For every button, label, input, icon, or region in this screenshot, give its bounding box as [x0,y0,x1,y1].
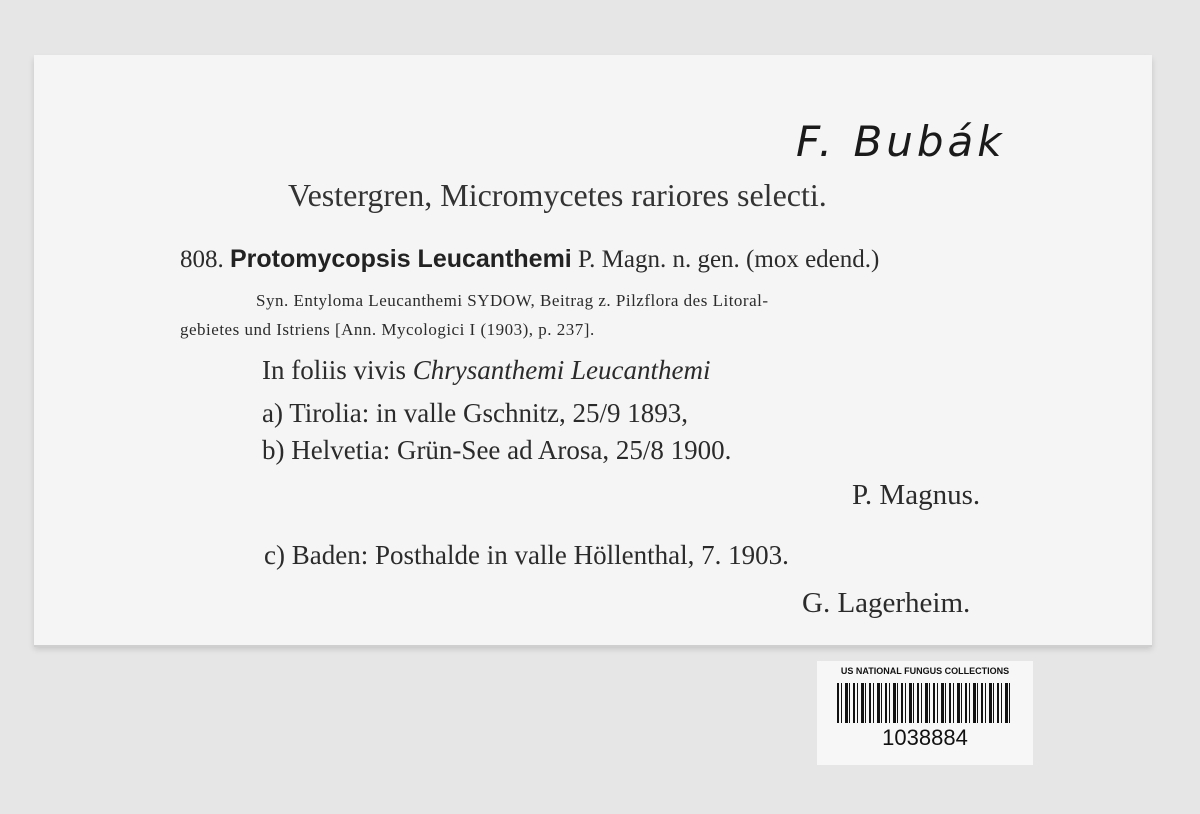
locality-b: b) Helvetia: Grün-See ad Arosa, 25/8 1900. [262,435,732,465]
taxon-line [180,245,879,274]
barcode-institution: US NATIONAL FUNGUS COLLECTIONS [840,666,1010,676]
collector-magnus: P. Magnus. [852,479,981,511]
barcode-label [817,661,1033,765]
collector-lagerheim: G. Lagerheim. [802,587,971,619]
host-prefix: In foliis vivis [262,355,407,385]
synonym-line-2: gebietes und Istriens [Ann. Mycologici I (1903), p. 237]. [180,320,595,339]
synonym-line-1: Syn. Entyloma Leucanthemi SYDOW, Beitrag z. Pilzflora des Litoral- [256,291,769,310]
locality-a: a) Tirolia: in valle Gschnitz, 25/9 1893, [262,398,688,428]
barcode-number: 1038884 [882,725,968,750]
locality-c: c) Baden: Posthalde in valle Höllenthal, 7. 1903. [264,540,789,570]
barcode-bars [837,683,1013,723]
specimen-label [34,55,1152,645]
host-name: Chrysanthemi Leucanthemi [412,355,711,385]
taxon-author: P. Magn. n. gen. (mox edend.) [578,246,880,273]
taxon-name: Protomycopsis Leucanthemi [230,245,572,273]
handwritten-signature: F. Bubák [796,117,1006,166]
series-title: Vestergren, Micromycetes rariores selecti. [288,177,827,213]
host-line [262,355,710,386]
exsiccata-number: 808. [180,246,224,273]
